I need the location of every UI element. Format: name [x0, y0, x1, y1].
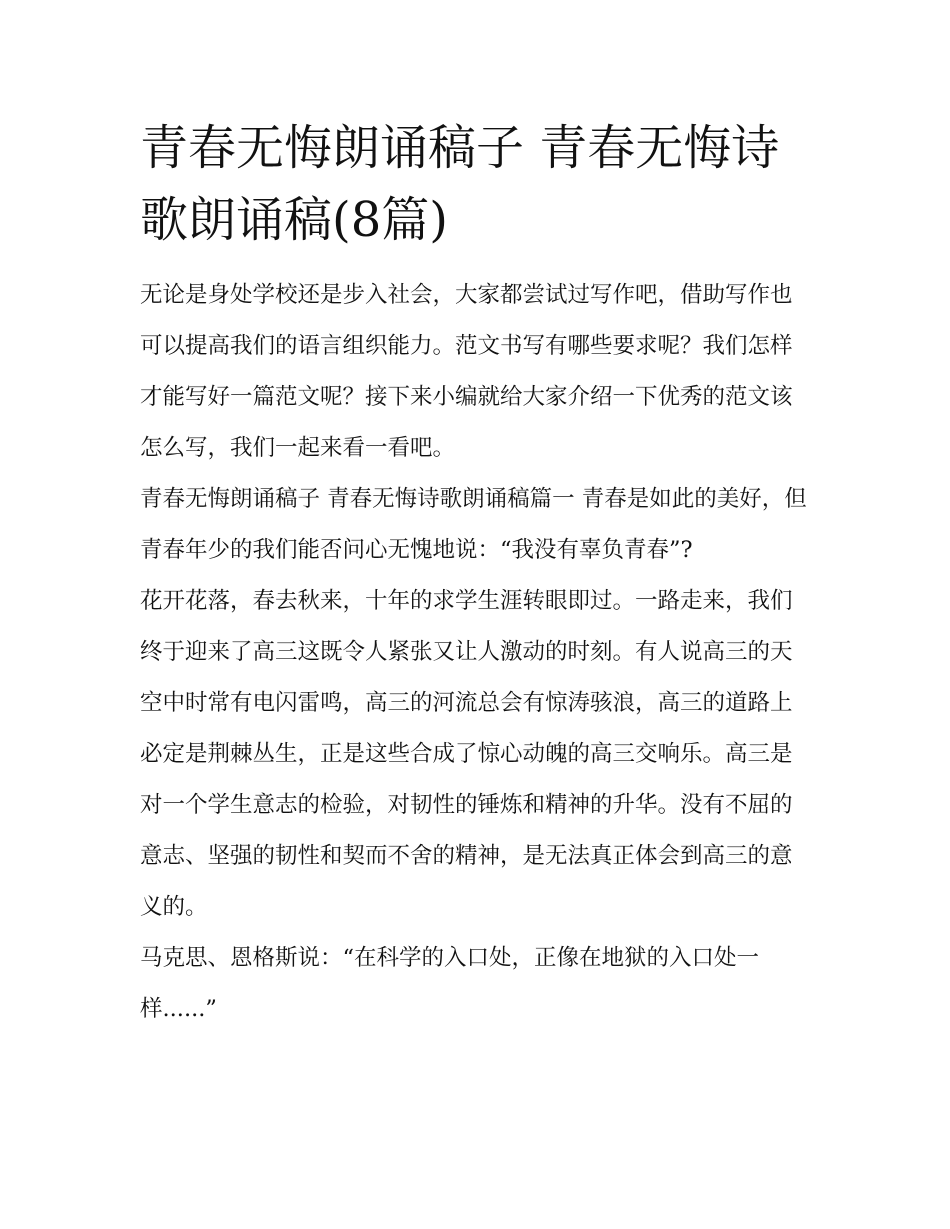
paragraph-marx-quote: 马克思、恩格斯说：“在科学的入口处，正像在地狱的入口处一样......”	[140, 945, 760, 1022]
paragraph-section-one-start: 青春无悔朗诵稿子 青春无悔诗歌朗诵稿篇一 青春是如此的美好，但青春年少的我们能否问心无愧地说：“我没有辜负青春”?	[140, 486, 807, 563]
document-title: 青春无悔朗诵稿子 青春无悔诗歌朗诵稿(8篇)	[140, 120, 780, 248]
paragraph-intro: 无论是身处学校还是步入社会，大家都尝试过写作吧，借助写作也可以提高我们的语言组织能力。范文书写有哪些要求呢？我们怎样才能写好一篇范文呢？接下来小编就给大家介绍一下优秀的范文该怎么写，我们一起来看一看吧。	[140, 282, 793, 461]
document-body	[140, 112, 812, 1035]
paragraph-senior-year: 花开花落，春去秋来，十年的求学生涯转眼即过。一路走来，我们终于迎来了高三这既令人紧张又让人激动的时刻。有人说高三的天空中时常有电闪雷鸣，高三的河流总会有惊涛骇浪，高三的道路上必定是荆棘丛生，正是这些合成了惊心动魄的高三交响乐。高三是对一个学生意志的检验，对韧性的锤炼和精神的升华。没有不屈的意志、坚强的韧性和契而不舍的精神，是无法真正体会到高三的意义的。	[140, 588, 793, 920]
